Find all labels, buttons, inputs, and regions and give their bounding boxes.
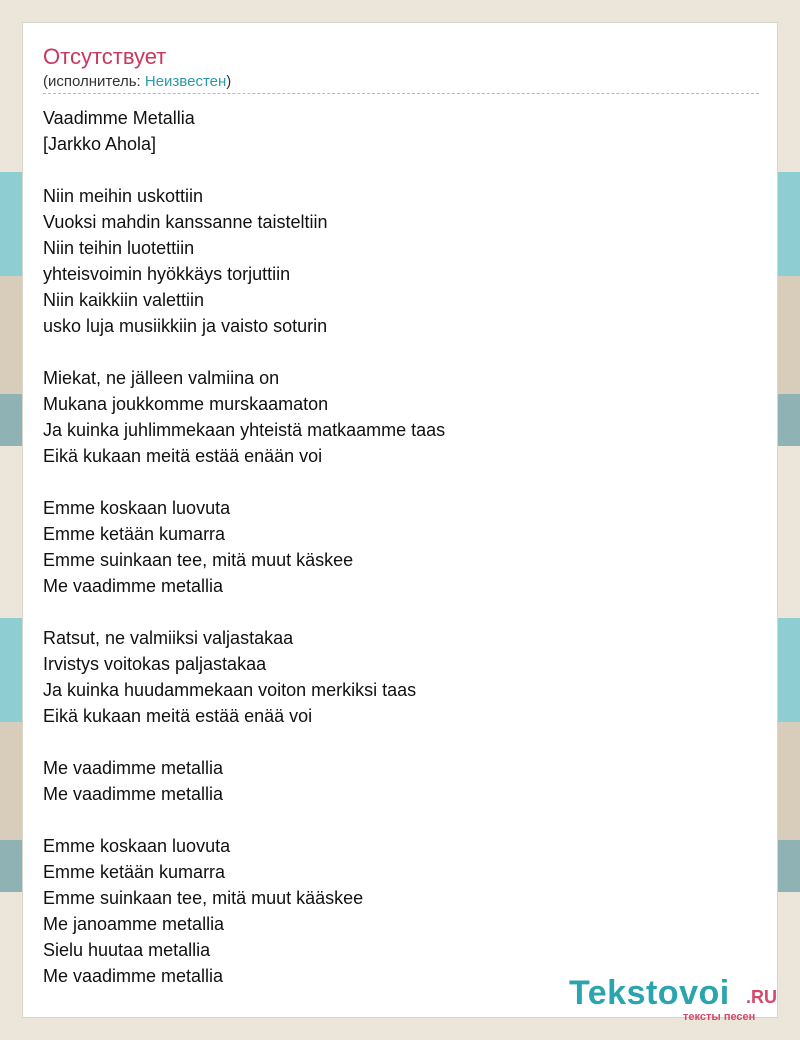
lyrics-line: Emme suinkaan tee, mitä muut käskee — [43, 550, 354, 570]
lyrics-line: Me vaadimme metallia — [43, 784, 224, 804]
lyrics-blank-line — [43, 729, 759, 755]
lyrics-line: Irvistys voitokas paljastakaa — [43, 654, 267, 674]
lyrics-line: Emme koskaan luovuta — [43, 498, 231, 518]
lyrics-line: Emme ketään kumarra — [43, 862, 226, 882]
lyrics-blank-line — [43, 339, 759, 365]
site-logo[interactable] — [569, 973, 799, 1023]
lyrics-line: usko luja musiikkiin ja vaisto soturin — [43, 316, 328, 336]
lyrics-line: [Jarkko Ahola] — [43, 134, 157, 154]
lyrics-line: Ja kuinka juhlimmekaan yhteistä matkaamme taas — [43, 420, 446, 440]
lyrics-line: Sielu huutaa metallia — [43, 940, 211, 960]
artist-link[interactable]: Неизвестен — [144, 73, 227, 90]
lyrics-blank-line — [43, 469, 759, 495]
lyrics-line: Ja kuinka huudammekaan voiton merkiksi taas — [43, 680, 417, 700]
lyrics-line: Vuoksi mahdin kanssanne taisteltiin — [43, 212, 328, 232]
logo-tld: .RU — [746, 987, 777, 1007]
lyrics-line: Me vaadimme metallia — [43, 758, 224, 778]
lyrics-line: Mukana joukkomme murskaamaton — [43, 394, 329, 414]
lyrics-blank-line — [43, 157, 759, 183]
lyrics-line: Niin meihin uskottiin — [43, 186, 204, 206]
lyrics-line: Me vaadimme metallia — [43, 966, 224, 986]
lyrics-line: Niin teihin luotettiin — [43, 238, 195, 258]
lyrics-line: Me vaadimme metallia — [43, 576, 224, 596]
lyrics-line: Miekat, ne jälleen valmiina on — [43, 368, 280, 388]
lyrics-line: Ratsut, ne valmiiksi valjastakaa — [43, 628, 294, 648]
lyrics-line: Emme koskaan luovuta — [43, 836, 231, 856]
artist-line — [43, 73, 231, 91]
lyrics-blank-line — [43, 599, 759, 625]
title-divider — [43, 93, 759, 94]
lyrics-line: Me janoamme metallia — [43, 914, 225, 934]
lyrics-card — [22, 22, 778, 1023]
song-title: Отсутствует — [43, 44, 167, 69]
lyrics-line: Emme suinkaan tee, mitä muut kääskee — [43, 888, 364, 908]
logo-wordmark: Tekstovoi — [569, 974, 730, 1012]
lyrics-line: Eikä kukaan meitä estää enää voi — [43, 706, 313, 726]
lyrics-line: Vaadimme Metallia — [43, 108, 195, 128]
lyrics-line: Emme ketään kumarra — [43, 524, 226, 544]
lyrics-line: Niin kaikkiin valettiin — [43, 290, 205, 310]
logo-tagline: тексты песен — [683, 1011, 756, 1023]
artist-suffix: ) — [226, 73, 232, 90]
lyrics-line: yhteisvoimin hyökkäys torjuttiin — [43, 264, 291, 284]
lyrics-body — [43, 105, 759, 989]
artist-prefix: (исполнитель: — [43, 73, 145, 90]
lyrics-blank-line — [43, 807, 759, 833]
lyrics-line: Eikä kukaan meitä estää enään voi — [43, 446, 323, 466]
